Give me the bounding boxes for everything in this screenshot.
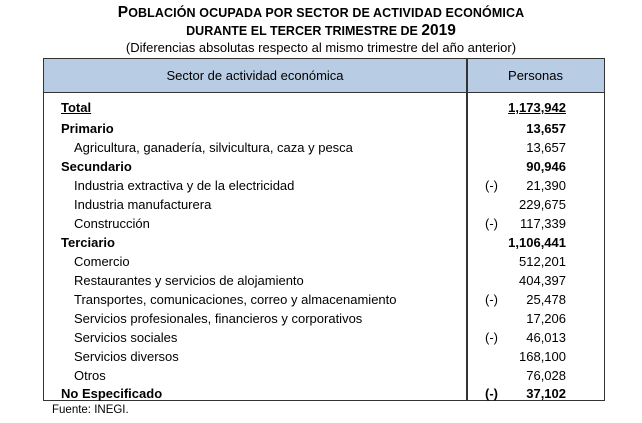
table-row [44, 176, 604, 195]
table-row [44, 290, 604, 309]
row-value: 13,657 [526, 140, 566, 155]
title-period: DURANTE EL TERCER TRIMESTRE DE [186, 24, 422, 38]
row-label: Servicios diversos [74, 349, 179, 364]
row-value: 1,106,441 [508, 235, 566, 250]
row-value: 25,478 [526, 292, 566, 307]
table-row [44, 309, 604, 328]
column-header-sector: Sector de actividad económica [166, 68, 344, 83]
data-table [43, 58, 605, 401]
negative-marker: (-) [485, 216, 498, 231]
row-value: 17,206 [526, 311, 566, 326]
row-label: Terciario [61, 235, 115, 250]
row-label: Servicios profesionales, financieros y corporativos [74, 311, 363, 326]
column-header-personas: Personas [508, 68, 563, 83]
row-value: 229,675 [519, 197, 566, 212]
row-label: Comercio [74, 254, 130, 269]
row-label: Otros [74, 368, 106, 383]
row-label: Total [61, 100, 92, 115]
title-rest: OBLACIÓN OCUPADA POR SECTOR DE ACTIVIDAD ECONÓMICA [128, 6, 525, 20]
row-label: Restaurantes y servicios de alojamiento [74, 273, 304, 288]
table-header [44, 59, 604, 93]
table-row-total [44, 98, 604, 117]
table-row-sector [44, 233, 604, 252]
table-row [44, 214, 604, 233]
row-value: 404,397 [519, 273, 566, 288]
table-row [44, 328, 604, 347]
table-row [44, 366, 604, 385]
negative-marker: (-) [485, 330, 498, 345]
table-row [44, 138, 604, 157]
table-title-line2 [0, 22, 642, 40]
row-label: Secundario [61, 159, 132, 174]
table-row-sector [44, 119, 604, 138]
negative-marker: (-) [485, 292, 498, 307]
row-value: 1,173,942 [508, 100, 566, 115]
table-row-sector [44, 384, 604, 403]
row-value: 76,028 [526, 368, 566, 383]
table-row [44, 271, 604, 290]
row-label: Transportes, comunicaciones, correo y almacenamiento [74, 292, 397, 307]
row-value: 37,102 [526, 386, 566, 401]
row-value: 90,946 [526, 159, 566, 174]
title-year: 2019 [421, 22, 456, 39]
row-value: 13,657 [526, 121, 566, 136]
row-value: 21,390 [526, 178, 566, 193]
row-label: Agricultura, ganadería, silvicultura, caza y pesca [74, 140, 353, 155]
row-value: 117,339 [519, 216, 566, 231]
table-title-line1 [0, 4, 642, 22]
row-label: Industria manufacturera [74, 197, 212, 212]
source-note: Fuente: INEGI. [52, 404, 129, 416]
negative-marker: (-) [485, 386, 498, 401]
row-value: 512,201 [519, 254, 566, 269]
table-row [44, 347, 604, 366]
row-label: Construcción [74, 216, 150, 231]
title-initial: P [117, 4, 129, 21]
row-value: 46,013 [526, 330, 566, 345]
table-subtitle: (Diferencias absolutas respecto al mismo trimestre del año anterior) [125, 40, 517, 55]
row-label: Industria extractiva y de la electricidad [74, 178, 295, 193]
table-row [44, 252, 604, 271]
row-label: No Especificado [61, 386, 163, 401]
negative-marker: (-) [485, 178, 498, 193]
table-row [44, 195, 604, 214]
table-row-sector [44, 157, 604, 176]
row-value: 168,100 [519, 349, 566, 364]
row-label: Servicios sociales [74, 330, 178, 345]
row-label: Primario [61, 121, 114, 136]
